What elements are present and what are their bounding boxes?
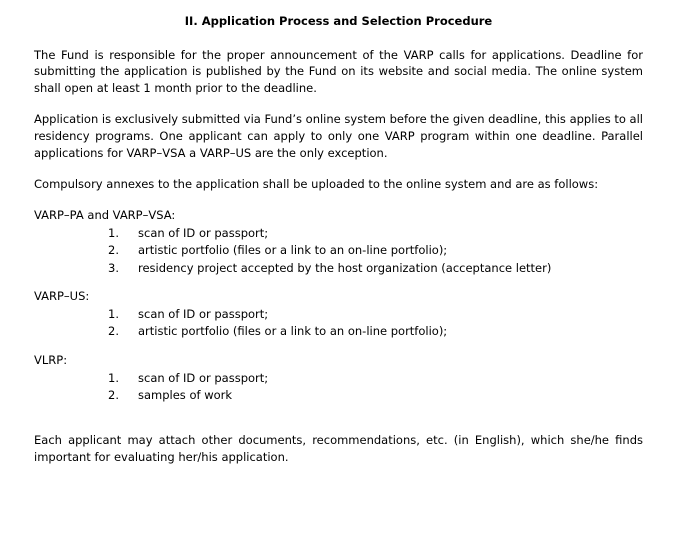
paragraph-submission: Application is exclusively submitted via Fund’s online system before the given deadline, this applies to all residency programs. One applicant can apply to only one VARP program within one deadline. Parallel applications for VARP–VSA a VARP–US are the only exception. <box>34 112 643 160</box>
spacer <box>34 162 643 176</box>
spacer <box>34 277 643 288</box>
annex-group-varp-pa-vsa <box>34 207 643 277</box>
spacer <box>34 405 643 432</box>
list-item: samples of work <box>138 388 233 403</box>
list-item: scan of ID or passport; <box>138 225 269 240</box>
page-title: II. Application Process and Selection Procedure <box>184 14 493 28</box>
list-item: residency project accepted by the host organization (acceptance letter) <box>138 260 552 275</box>
list-item: artistic portfolio (files or a link to an on-line portfolio); <box>138 243 448 258</box>
annex-group-varp-us <box>34 288 643 341</box>
annex-list <box>34 225 643 277</box>
group-label: VARP–US: <box>34 289 90 304</box>
spacer <box>34 193 643 207</box>
paragraph-intro: The Fund is responsible for the proper announcement of the VARP calls for applications. Deadline for submitting the application is published by the Fund on its website and social media. The online system shall open at least 1 month prior to the deadline. <box>34 47 643 96</box>
list-item: scan of ID or passport; <box>138 370 269 385</box>
paragraph-annexes: Compulsory annexes to the application shall be uploaded to the online system and are as follows: <box>34 176 599 191</box>
list-item: scan of ID or passport; <box>138 306 269 321</box>
spacer <box>34 30 643 47</box>
annex-list <box>34 306 643 341</box>
list-item: artistic portfolio (files or a link to an on-line portfolio); <box>138 324 448 339</box>
paragraph-other-documents: Each applicant may attach other documents, recommendations, etc. (in English), which she/he finds important for evaluating her/his application. <box>34 432 643 464</box>
annex-group-vlrp <box>34 352 643 405</box>
group-label: VLRP: <box>34 352 68 367</box>
spacer <box>34 341 643 352</box>
annex-list <box>34 370 643 405</box>
group-label: VARP–PA and VARP–VSA: <box>34 207 176 222</box>
spacer <box>34 97 643 111</box>
